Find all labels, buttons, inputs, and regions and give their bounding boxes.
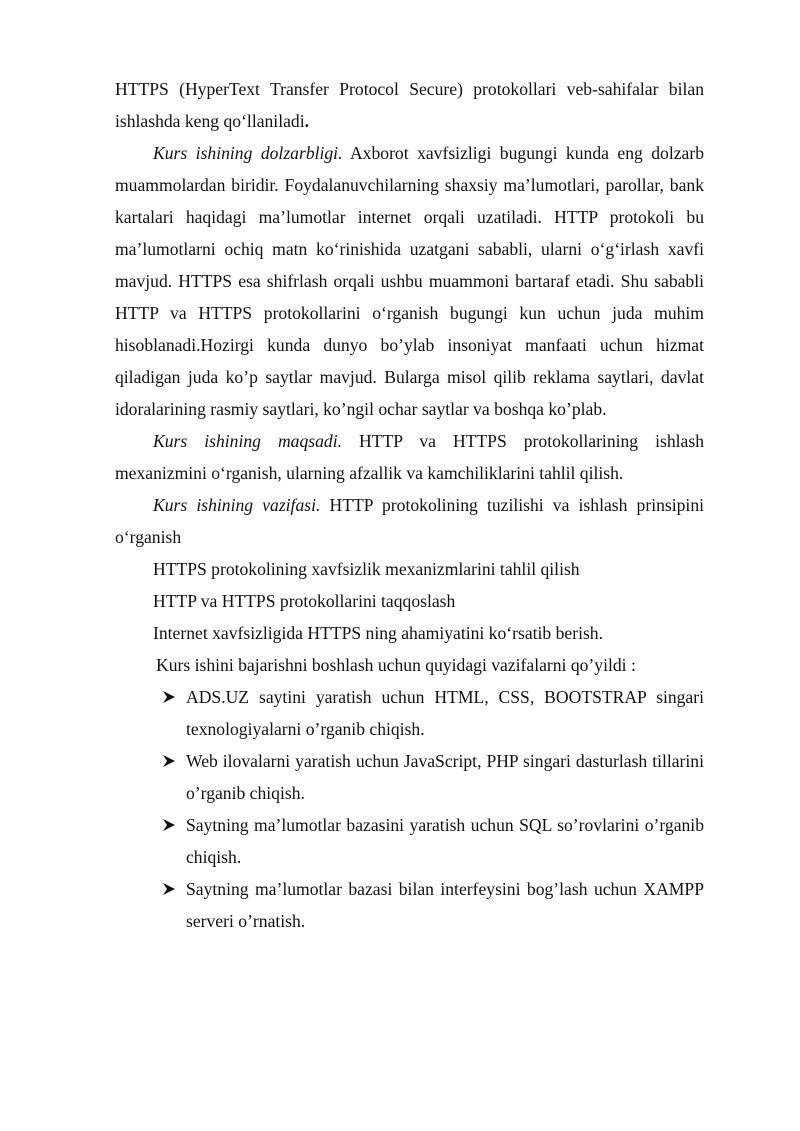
list-item [115,873,704,937]
bullet-list [115,681,704,937]
goal-text: HTTP va HTTPS protokollarining ishlash mexanizmini o‘rganish, ularning afzallik va kamchiliklarini tahlil qilish. [115,431,704,483]
paragraph-text: HTTPS (HyperText Transfer Protocol Secure) protokollari veb-sahifalar bilan ishlashda keng qo‘llaniladi [115,79,704,131]
list-item-text: Saytning ma’lumotlar bazasini yaratish uchun SQL so’rovlarini o’rganib chiqish. [186,815,704,867]
list-item [115,745,704,809]
paragraph-tasks [115,489,704,553]
paragraph-goal [115,425,704,489]
paragraph-end-mark: . [304,111,309,131]
goal-heading: Kurs ishining maqsadi. [153,431,342,451]
task-line-1: HTTPS protokolining xavfsizlik mexanizmlarini tahlil qilish [153,559,580,579]
tasks-text: HTTP protokolining tuzilishi va ishlash prinsipini o‘rganish [115,495,705,547]
paragraph-relevance [115,137,704,425]
arrowhead-bullet-icon [162,818,176,832]
arrowhead-bullet-icon [162,754,176,768]
arrowhead-bullet-icon [162,882,176,896]
task-line-2: HTTP va HTTPS protokollarini taqqoslash [153,591,456,611]
list-item [115,681,704,745]
task-line-3: Internet xavfsizligida HTTPS ning ahamiyatini ko‘rsatib berish. [153,623,604,643]
relevance-heading: Kurs ishining dolzarbligi. [153,143,343,163]
relevance-text: Axborot xavfsizligi bugungi kunda eng dolzarb muammolardan biridir. Foydalanuvchilarning shaxsiy ma’lumotlari, parollar, bank kartalari haqidagi ma’lumotlar internet orqali uzatiladi. HTTP protokoli bu ma’lumotlarni ochiq matn ko‘rinishida uzatgani sababli, ularni o‘g‘irlash xavfi mavjud. HTTPS esa shifrlash orqali ushbu muammoni bartaraf etadi. Shu sababli HTTP va HTTPS protokollarini o‘rganish bugungi kun uchun juda muhim hisoblanadi.Hozirgi kunda dunyo bo’ylab insoniyat manfaati uchun hizmat qiladigan juda ko’p saytlar mavjud. Bularga misol qilib reklama saytlari, davlat idoralarining rasmiy saytlari, ko’ngil ochar saytlar va boshqa ko’plab. [115,143,704,419]
list-item-text: Saytning ma’lumotlar bazasi bilan interfeysini bog’lash uchun XAMPP serveri o’rnatish. [186,879,704,931]
paragraph-https-intro [115,73,704,137]
list-item [115,809,704,873]
tasks-intro-line: Kurs ishini bajarishni boshlash uchun quyidagi vazifalarni qo’yildi : [156,655,636,675]
list-item-text: Web ilovalarni yaratish uchun JavaScript, PHP singari dasturlash tillarini o’rganib chiqish. [186,751,704,803]
tasks-heading: Kurs ishining vazifasi. [153,495,321,515]
list-item-text: ADS.UZ saytini yaratish uchun HTML, CSS, BOOTSTRAP singari texnologiyalarni o’rganib chiqish. [186,687,704,739]
arrowhead-bullet-icon [162,690,176,704]
